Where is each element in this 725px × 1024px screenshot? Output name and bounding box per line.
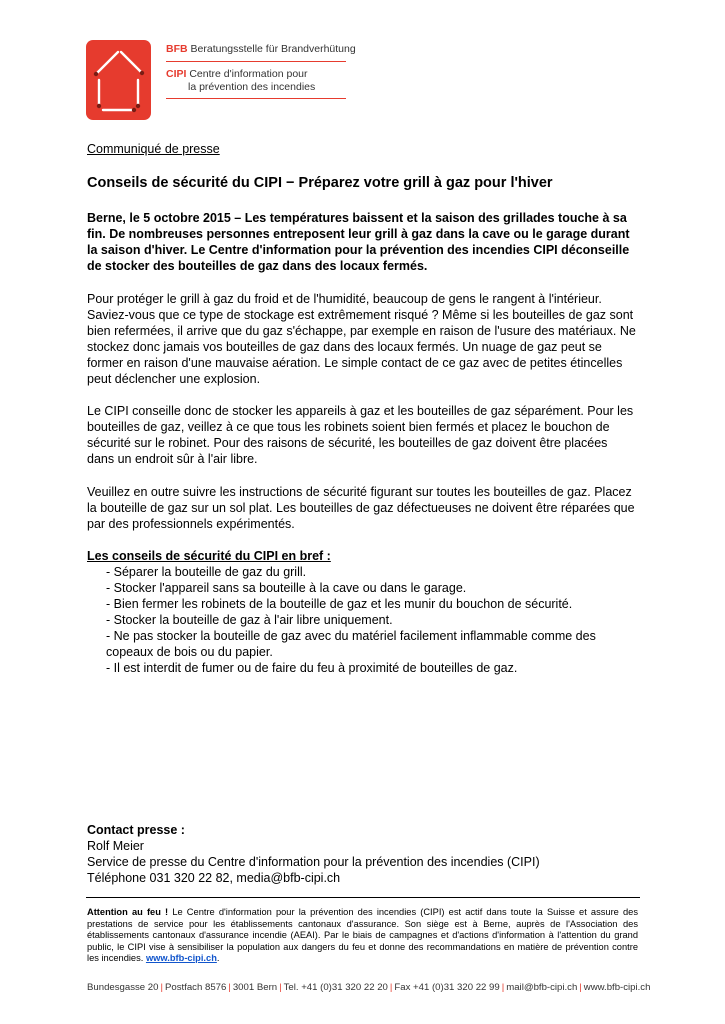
address-city: 3001 Bern: [232, 982, 278, 993]
press-contact: [87, 822, 637, 886]
org-bfb: [166, 43, 356, 56]
org-cipi: [166, 68, 308, 81]
house-matches-icon: [86, 40, 151, 120]
org-bfb-name: Beratungsstelle für Brandverhütung: [190, 43, 356, 55]
list-item: - Bien fermer les robinets de la bouteille de gaz et les munir du bouchon de sécurité.: [106, 597, 573, 611]
list-item: - Stocker la bouteille de gaz à l'air libre uniquement.: [106, 613, 393, 627]
list-item: - Stocker l'appareil sans sa bouteille à la cave ou dans le garage.: [106, 581, 467, 595]
press-release-label: Communiqué de presse: [87, 142, 220, 156]
tips-section: [87, 548, 637, 676]
address-tel: Tel. +41 (0)31 320 22 20: [283, 982, 388, 993]
footer-note-text: Le Centre d'information pour la prévention des incendies (CIPI) est actif dans toute la Suisse et assure des prestations de service pour les établissements cantonaux d'assurance. Son siège est à Berne, auprès de l'Association des établissements cantonaux d'assurance incendie (AEAI). Par le biais de campagnes et d'actions d'information à l'attention du grand public, le CIPI vise à sensibiliser la population aux dangers du feu et donne des recommandations en matière de prévention contre les incendies.: [87, 907, 638, 963]
separator: |: [501, 982, 505, 993]
address-web[interactable]: www.bfb-cipi.ch: [583, 982, 651, 993]
list-item: - Ne pas stocker la bouteille de gaz avec du matériel facilement inflammable comme des copeaux de bois ou du papier.: [106, 629, 596, 659]
separator: |: [228, 982, 231, 993]
footer-divider: [86, 897, 640, 898]
contact-phone-email: Téléphone 031 320 22 82, media@bfb-cipi.ch: [87, 871, 341, 885]
separator: |: [160, 982, 163, 993]
org-bfb-abbr: BFB: [166, 43, 188, 55]
address-postbox: Postfach 8576: [164, 982, 227, 993]
list-item: - Séparer la bouteille de gaz du grill.: [106, 565, 307, 579]
list-item: - Il est interdit de fumer ou de faire du feu à proximité de bouteilles de gaz.: [106, 661, 518, 675]
lead-paragraph: Berne, le 5 octobre 2015 – Les températures baissent et la saison des grillades touche à sa fin. De nombreuses personnes entreposent leur grill à gaz dans la cave ou le garage durant la saison d'hiver. Le Centre d'information pour la prévention des incendies CIPI déconseille de stocker des bouteilles de gaz dans des locaux fermés.: [87, 211, 630, 273]
org-cipi-abbr: CIPI: [166, 68, 187, 80]
org-cipi-name-line2: la prévention des incendies: [188, 81, 316, 93]
footer-note-period: .: [216, 953, 220, 963]
separator: |: [279, 982, 282, 993]
separator: |: [579, 982, 582, 993]
contact-service: Service de presse du Centre d'information pour la prévention des incendies (CIPI): [87, 855, 540, 869]
address-bar: [87, 982, 650, 993]
address-fax: Fax +41 (0)31 320 22 99: [394, 982, 500, 993]
separator: |: [389, 982, 393, 993]
footer-note: [87, 907, 638, 965]
footer-note-label: Attention au feu !: [87, 907, 169, 917]
contact-name: Rolf Meier: [87, 839, 144, 853]
org-divider-bottom: [166, 98, 346, 99]
body-paragraph-1: Pour protéger le grill à gaz du froid et de l'humidité, beaucoup de gens le rangent à l'intérieur. Saviez-vous que ce type de stockage est extrêmement risqué ? Même si les bouteilles de gaz sont bien refermées, il arrive que du gaz s'échappe, par exemple en raison de l'usure des matériaux. Ne stockez donc jamais vos bouteilles de gaz dans des locaux fermés. Un nuage de gaz peut se former en raison d'une mauvaise aération. Le simple contact de ce gaz avec de petites étincelles peut déclencher une explosion.: [87, 292, 636, 386]
contact-heading: Contact presse :: [87, 823, 185, 837]
org-divider-top: [166, 61, 346, 62]
tips-list: [87, 564, 637, 676]
logo-mark: [86, 40, 151, 120]
page-title: Conseils de sécurité du CIPI − Préparez votre grill à gaz pour l'hiver: [87, 175, 553, 191]
address-street: Bundesgasse 20: [87, 982, 159, 993]
body-paragraph-3: Veuillez en outre suivre les instructions de sécurité figurant sur toutes les bouteilles de gaz. Placez la bouteille de gaz sur un sol plat. Les bouteilles de gaz défectueuses ne doivent être réparées que par des professionnels expérimentés.: [87, 485, 635, 531]
org-cipi-name-line1: Centre d'information pour: [189, 68, 308, 80]
body-paragraph-2: Le CIPI conseille donc de stocker les appareils à gaz et les bouteilles de gaz séparément. Pour les bouteilles de gaz, veillez à ce que tous les robinets soient bien fermés et placez le bouchon de sécurité sur le robinet. Pour des raisons de sécurité, les bouteilles de gaz doivent être placées dans un endroit sûr à l'air libre.: [87, 404, 634, 466]
footer-website-link[interactable]: www.bfb-cipi.ch: [145, 953, 217, 963]
address-mail[interactable]: mail@bfb-cipi.ch: [506, 982, 578, 993]
tips-heading: Les conseils de sécurité du CIPI en bref :: [87, 549, 331, 563]
